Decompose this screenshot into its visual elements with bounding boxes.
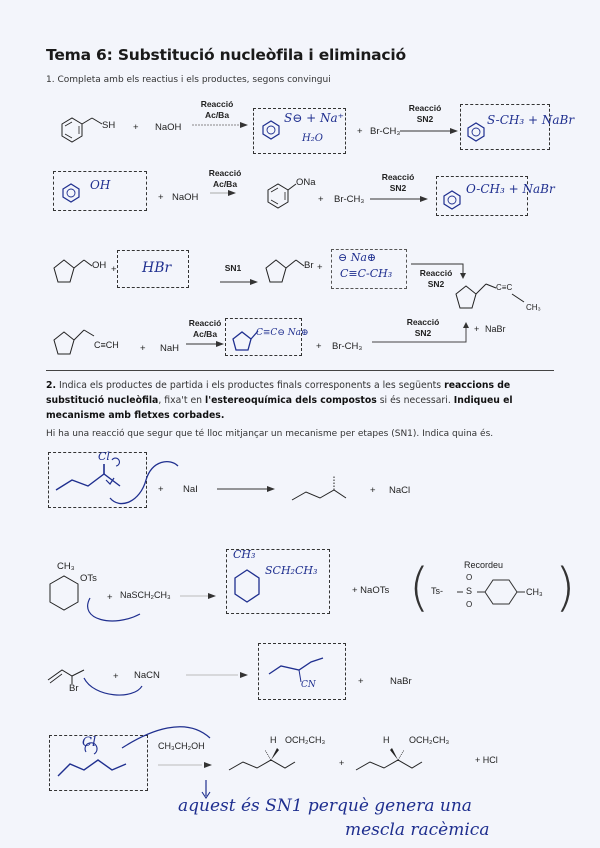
handwritten-answer: SCH₂CH₃	[265, 564, 318, 577]
exercise2-note: Hi ha una reacció que segur que té lloc mitjançar un mecanisme per etapes (SN1). Indica quina és.	[46, 429, 494, 439]
arrow-label-top: Reacció	[419, 268, 453, 278]
arrow-label-bottom: SN2	[427, 279, 445, 289]
byproduct-naots: + NaOTs	[352, 585, 390, 596]
plus-sign: +	[140, 343, 146, 354]
intermediate-ona: ONa	[296, 177, 316, 188]
answer-box[interactable]	[258, 643, 346, 700]
reagent-nasch2ch3: NaSCH₂CH₃	[120, 590, 171, 600]
benzene-handdrawn-icon	[441, 189, 463, 211]
reagent-naoh: NaOH	[172, 192, 199, 203]
answer-box[interactable]	[253, 108, 346, 154]
product-alkyne-label: C≡C	[496, 283, 513, 292]
handwritten-answer: C≡C⊖ Na⊕	[256, 328, 309, 338]
answer-box[interactable]	[117, 250, 189, 288]
byproduct-nabr: NaBr	[485, 324, 506, 334]
instr-text: Indica els productes de partida i els productes finals corresponents a les següents	[58, 380, 445, 391]
reactant4-handdrawn-structure	[50, 720, 210, 792]
handwritten-answer: S-CH₃ + NaBr	[487, 113, 575, 127]
handwritten-leaving-group: Cl	[98, 450, 110, 463]
exercise1-instruction: 1. Completa amb els reactius i els productes, segons convingui	[46, 75, 331, 85]
exercise2-number: 2.	[46, 380, 57, 391]
plus-sign: +	[133, 122, 139, 133]
arrow-label: SN1	[224, 263, 242, 273]
product2-och2ch3: OCH₂CH₃	[409, 735, 450, 745]
arrow-label-bottom: Ac/Ba	[192, 329, 218, 339]
handwritten-answer: S⊖ + Na⁺	[284, 111, 344, 125]
product-ch3-label: CH₃	[526, 303, 541, 312]
reactant-br: Br	[69, 683, 79, 694]
arrow-label-ethanol: CH₃CH₂OH	[158, 741, 205, 751]
handwritten-leaving-group: Cl	[82, 735, 97, 750]
reactant-oh: OH	[92, 260, 107, 271]
handwritten-answer-line1: aquest és SN1 perquè genera una	[178, 796, 472, 816]
byproduct-nabr: NaBr	[390, 676, 412, 687]
product1-och2ch3: OCH₂CH₃	[285, 735, 326, 745]
byproduct-hcl: + HCl	[475, 755, 498, 765]
instr-bold: reaccions de substitució nucleòfila	[46, 380, 511, 406]
instr-text: si és necessari.	[376, 395, 454, 406]
answer-box[interactable]	[331, 249, 407, 289]
section-divider	[46, 370, 554, 371]
plus-sign: +	[358, 676, 364, 687]
reaction-arrow-icon	[180, 591, 220, 601]
reactant-sh-label: SH	[102, 120, 116, 131]
plus-sign: +	[316, 341, 322, 352]
byproduct-nacl: NaCl	[389, 485, 411, 496]
left-paren: (	[409, 558, 430, 618]
reminder-oxygen-bottom: O	[466, 600, 473, 609]
plus-sign: +	[111, 264, 117, 275]
plus-sign: +	[370, 485, 376, 496]
handwritten-ch3: CH₃	[233, 548, 256, 561]
answer-box[interactable]	[226, 549, 330, 614]
instr-bold: Indiqueu el mecanisme	[46, 395, 513, 421]
benzene-handdrawn-icon	[60, 182, 82, 204]
reaction-arrow-icon	[220, 277, 260, 287]
plus-sign: +	[158, 484, 164, 495]
arrow-label-bottom: Ac/Ba	[204, 110, 230, 120]
reaction-arrow-icon	[186, 670, 256, 680]
reactant-ch3: CH₃	[57, 561, 75, 572]
reagent-nai: NaI	[183, 484, 198, 495]
answer-box[interactable]	[53, 171, 147, 211]
answer-box[interactable]	[460, 104, 575, 150]
product2-h: H	[383, 735, 390, 745]
page-title: Tema 6: Substitució nucleòfila i eliminació	[46, 46, 406, 64]
plus-sign: +	[474, 324, 480, 334]
arrow-label-top: Reacció	[188, 318, 222, 328]
right-paren: )	[555, 558, 576, 618]
bromomethylcyclopentane-structure	[258, 252, 318, 292]
reminder-oxygen-top: O	[466, 573, 473, 582]
reagent-br-ch3: Br-CH₃	[370, 126, 401, 137]
product1-ether-structure	[225, 740, 325, 780]
plus-sign: +	[107, 592, 113, 603]
reagent-br-ch3: Br-CH₃	[334, 194, 365, 205]
plus-sign: +	[357, 126, 363, 137]
arrow-label-top: Reacció	[406, 317, 440, 327]
handwritten-answer: O-CH₃ + NaBr	[466, 182, 555, 196]
instr-bold: l'estereoquímica dels compostos	[205, 395, 377, 406]
arrow-label-top: Reacció	[208, 168, 242, 178]
reaction-arrow-icon	[372, 322, 472, 346]
reminder-ts: Ts-	[431, 586, 443, 596]
benzene-handdrawn-icon	[465, 121, 487, 143]
reactant-ots: OTs	[80, 573, 97, 584]
reaction-arrow-icon	[158, 760, 218, 770]
plus-sign: +	[113, 671, 119, 682]
handwritten-answer: ⊖ Na⊕	[338, 251, 377, 264]
reminder-title: Recordeu	[464, 560, 504, 570]
nitrile-handdrawn-structure	[265, 652, 335, 692]
handwritten-answer: CN	[301, 680, 316, 690]
plus-sign: +	[158, 192, 164, 203]
reminder-sulfur: S	[466, 586, 473, 596]
instr-text: , fixa't en	[158, 395, 206, 406]
arrow-label-bottom: SN2	[414, 328, 432, 338]
arrow-label-top: Reacció	[381, 172, 415, 182]
handwritten-answer: OH	[90, 178, 111, 192]
exercise2-instruction	[46, 378, 566, 423]
reagent-br-ch3: Br-CH₃	[332, 341, 363, 352]
plus-sign: +	[339, 758, 345, 768]
instr-bold: amb fletxes corbades.	[105, 410, 225, 421]
arrow-label-bottom: SN2	[416, 114, 434, 124]
reaction-arrow-icon	[192, 120, 252, 130]
intermediate-br: Br	[304, 260, 314, 271]
cyclopentylmethanol-structure	[46, 252, 106, 292]
answer-box[interactable]	[225, 318, 309, 356]
arrow-label-top: Reacció	[200, 99, 234, 109]
cyclopentane-handdrawn-icon	[230, 327, 258, 353]
benzene-handdrawn-icon	[260, 119, 282, 141]
handwritten-answer-2: H₂O	[302, 133, 323, 144]
tosyl-reminder	[409, 558, 576, 628]
reagent-nacn: NaCN	[134, 670, 160, 681]
product-alkyne-structure	[452, 276, 562, 316]
product1-h: H	[270, 735, 277, 745]
arrow-label-bottom: Ac/Ba	[212, 179, 238, 189]
arrow-label-top: Reacció	[408, 103, 442, 113]
handwritten-answer-2: C≡C-CH₃	[340, 267, 393, 280]
reaction-arrow-icon	[400, 126, 460, 136]
benzyl-thiol-structure	[52, 112, 122, 152]
reactant-alkyne: C≡CH	[94, 340, 119, 350]
handwritten-answer-line2: mescla racèmica	[345, 820, 490, 840]
plus-sign: +	[317, 262, 323, 273]
reminder-ch3: CH₃	[526, 587, 543, 597]
product2-ether-structure	[352, 740, 452, 780]
plus-sign: +	[318, 194, 324, 205]
reagent-naoh: NaOH	[155, 122, 182, 133]
reaction-arrow-icon	[370, 194, 430, 204]
reagent-nah: NaH	[160, 343, 180, 354]
handwritten-answer: HBr	[142, 260, 172, 276]
product-iodoalkane-structure	[288, 470, 358, 510]
reaction-arrow-icon	[186, 339, 226, 349]
arrow-label-bottom: SN2	[389, 183, 407, 193]
reaction-arrow-icon	[210, 188, 240, 198]
reaction-arrow-icon	[217, 484, 277, 494]
allyl-bromide-structure	[44, 658, 144, 698]
reactant1-handdrawn-structure	[50, 452, 180, 512]
